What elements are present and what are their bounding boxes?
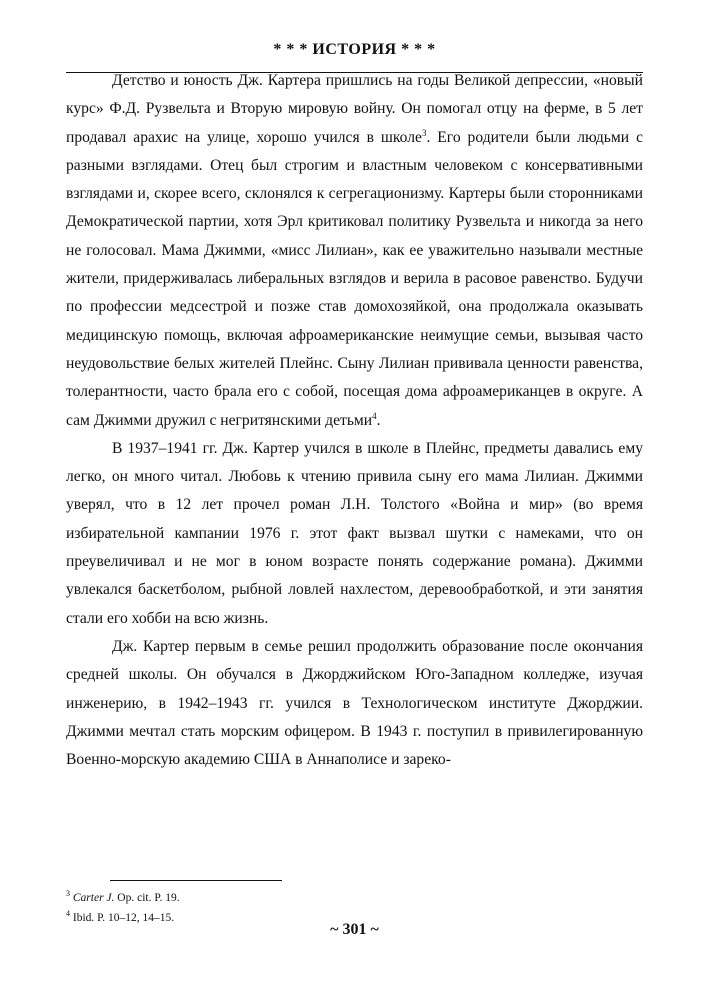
footnotes: [66, 886, 180, 926]
footnote-3-author: Carter J.: [72, 891, 115, 904]
paragraph-1-part-a: Детство и юность Дж. Картера пришлись на годы Великой депрессии, «новый курс» Ф.Д. Рузвельта и Вторую мировую войну. Он помогал отцу на ферме, в 5 лет продавал арахис на улице, хорошо учился в школе: [66, 72, 643, 146]
footnote-4-number: 4: [66, 908, 70, 918]
paragraph-3: Дж. Картер первым в семье решил продолжить образование после окончания средней школы. Он обучался в Джорджийском Юго-Западном колледже, изучая инженерию, в 1942–1943 гг. учился в Технологическом институте Джорджии. Джимми мечтал стать морским офицером. В 1943 г. поступил в привилегированную Военно-морскую академию США в Аннаполисе и зареко-: [66, 637, 643, 769]
page-number: ~ 301 ~: [330, 921, 379, 938]
footnote-3: [66, 886, 180, 906]
footnote-4-text: Ibid. P. 10–12, 14–15.: [72, 911, 175, 924]
paragraph-1: [66, 67, 643, 435]
main-text: [66, 67, 643, 774]
paragraph-1-part-c: .: [376, 411, 381, 429]
footnote-ref-4[interactable]: 4: [372, 410, 377, 421]
paragraph-2: В 1937–1941 гг. Дж. Картер учился в школе в Плейнс, предметы давались ему легко, он много читал. Любовь к чтению привила сыну его мама Лилиан. Джимми уверял, что в 12 лет прочел роман Л.Н. Толстого «Война и мир» (во время избирательной кампании 1976 г. этот факт вызвал шутки с намеками, что он преувеличивал и не мог в юном возрасте понять содержание романа). Джимми увлекался баскетболом, рыбной ловлей нахлестом, деревообработкой, и эти занятия стали его хобби на всю жизнь.: [66, 439, 643, 627]
footnote-ref-3[interactable]: 3: [421, 127, 427, 138]
paragraph-1-part-b: . Его родители были людьми с разными взглядами. Отец был строгим и властным человеком с консервативными взглядами и, скорее всего, склонялся к сегрегационизму. Картеры были сторонниками Демократической партии, хотя Эрл критиковал политику Рузвельта и никогда за него не голосовал. Мама Джимми, «мисс Лилиан», как ее уважительно называли местные жители, придерживалась либеральных взглядов и верила в расовое равенство. Будучи по профессии медсестрой и позже став домохозяйкой, она продолжала оказывать медицинскую помощь, включая афроамериканские неимущие семьи, вызывая часто неудовольствие белых жителей Плейнс. Сыну Лилиан прививала ценности равенства, толерантности, часто брала его с собой, посещая дома афроамериканцев в округе. А сам Джимми дружил с негритянскими детьми: [66, 128, 643, 429]
footnote-separator: [110, 880, 282, 881]
running-header: * * * ИСТОРИЯ * * *: [273, 41, 436, 58]
footnote-3-text: Op. cit. P. 19.: [114, 891, 180, 904]
footnote-3-number: 3: [66, 889, 70, 898]
